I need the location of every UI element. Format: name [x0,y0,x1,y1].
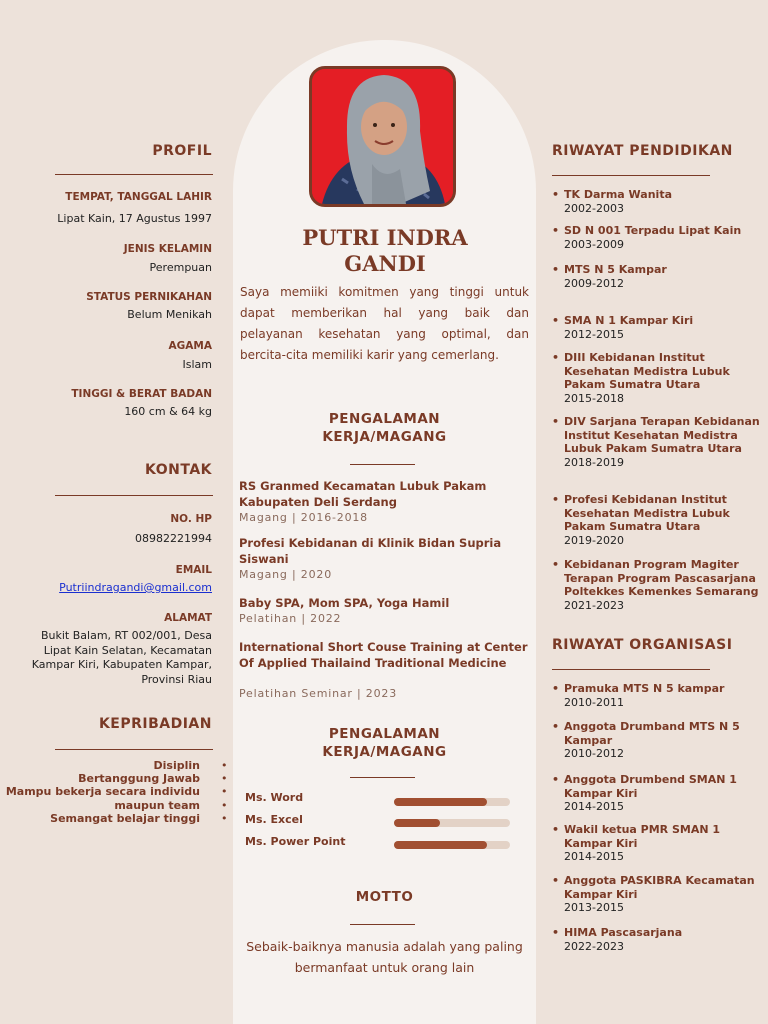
address-label: ALAMAT [164,612,212,624]
education-item: • TK Darma Wanita 2002-2003 [552,188,762,215]
experience-item-sub: Pelatihan | 2022 [239,612,342,625]
height-weight-value: 160 cm & 64 kg [124,405,212,418]
education-year: 2009-2012 [564,276,624,290]
marital-value: Belum Menikah [127,308,212,321]
education-name: SD N 001 Terpadu Lipat Kain [564,224,742,237]
motto-text: Sebaik-baiknya manusia adalah yang paling bermanfaat untuk orang lain [246,939,523,975]
birth-label: TEMPAT, TANGGAL LAHIR [65,191,212,203]
trait-item: Bertanggung Jawab [78,772,200,785]
organization-name: Pramuka MTS N 5 kampar [564,682,725,695]
motto-title: MOTTO [355,889,414,905]
trait-item: Semangat belajar tinggi [50,812,200,825]
height-weight-label: TINGGI & BERAT BADAN [71,388,212,400]
experience-item-title: International Short Couse Training at Center Of Applied Thailaind Traditional Medicine [239,640,528,670]
organization-item: • HIMA Pascasarjana 2022-2023 [552,926,762,953]
skills-divider [350,777,415,778]
education-name: Profesi Kebidanan Institut Kesehatan Medistra Lubuk Pakam Sumatra Utara [564,493,730,533]
education-year: 2003-2009 [564,237,624,251]
education-year: 2015-2018 [564,391,624,405]
skill-label: Ms. Excel [245,813,303,826]
profile-photo [309,66,456,207]
skill-label: Ms. Power Point [245,835,346,848]
title-line: PENGALAMAN [328,726,441,742]
education-item: • SD N 001 Terpadu Lipat Kain 2003-2009 [552,224,762,251]
skill-bar [394,819,510,827]
title-line: KERJA/MAGANG [322,744,447,760]
education-item: • MTS N 5 Kampar 2009-2012 [552,263,762,290]
organisasi-title: RIWAYAT ORGANISASI [552,637,733,653]
skill-bar [394,841,510,849]
education-year: 2021-2023 [564,598,624,612]
phone-value[interactable]: 08982221994 [135,532,212,545]
kepribadian-title: KEPRIBADIAN [98,716,212,732]
organization-name: Anggota Drumband MTS N 5 Kampar [564,720,740,747]
education-year: 2012-2015 [564,327,624,341]
title-line: KERJA/MAGANG [322,429,447,445]
skill-bar-fill [394,841,487,849]
education-item: • SMA N 1 Kampar Kiri 2012-2015 [552,314,762,341]
bullet-icon: • [221,812,228,825]
birth-value: Lipat Kain, 17 Agustus 1997 [57,212,212,225]
bullet-icon: • [221,772,228,785]
kontak-title: KONTAK [145,462,212,478]
education-name: DIV Sarjana Terapan Kebidanan Institut Kesehatan Medistra Lubuk Pakam Sumatra Utara [564,415,760,455]
experience-item-sub: Pelatihan Seminar | 2023 [239,687,398,700]
trait-item: Disiplin [153,759,200,772]
organization-name: Wakil ketua PMR SMAN 1 Kampar Kiri [564,823,721,850]
address-line: Provinsi Riau [141,672,212,686]
organization-item: • Anggota Drumbend SMAN 1 Kampar Kiri 2014-2015 [552,773,762,814]
pendidikan-title: RIWAYAT PENDIDIKAN [552,143,733,159]
gender-label: JENIS KELAMIN [123,243,212,255]
experience-divider [350,464,415,465]
experience-item-title: RS Granmed Kecamatan Lubuk Pakam Kabupaten Deli Serdang [239,479,487,509]
trait-item: Mampu bekerja secara individu [5,785,200,798]
kepribadian-divider [55,749,213,750]
experience-item-title: Profesi Kebidanan di Klinik Bidan Supria Siswani [239,536,502,566]
profil-divider [55,174,213,175]
email-link[interactable]: Putriindragandi@gmail.com [59,581,212,594]
address-line: Kampar Kiri, Kabupaten Kampar, [31,658,212,671]
motto-divider [350,924,415,925]
phone-label: NO. HP [170,513,212,525]
bullet-icon: • [221,799,228,812]
education-item: • Kebidanan Program Magiter Terapan Program Pascasarjana Poltekkes Kemenkes Semarang 2021-2023 [552,558,762,612]
bullet-icon: • [221,785,228,798]
email-label: EMAIL [175,564,212,576]
organization-year: 2022-2023 [564,939,624,953]
person-illustration [312,69,453,204]
profil-title: PROFIL [152,143,212,159]
summary-text: Saya memiiki komitmen yang tinggi untuk dapat memberikan hal yang baik dan pelayanan kesehatan yang optimal, dan bercita-cita memiliki karir yang cemerlang. [240,285,529,362]
organization-year: 2010-2012 [564,747,624,760]
organization-item: • Wakil ketua PMR SMAN 1 Kampar Kiri 2014-2015 [552,823,762,864]
skill-bar-fill [394,798,487,806]
education-year: 2019-2020 [564,533,624,547]
education-name: Kebidanan Program Magiter Terapan Program Pascasarjana Poltekkes Kemenkes Semarang [564,558,759,598]
experience-title [240,410,529,446]
pendidikan-divider [552,175,710,176]
full-name [240,225,530,277]
education-year: 2002-2003 [564,201,624,215]
experience-item-sub: Magang | 2020 [239,568,333,581]
organization-year: 2014-2015 [564,800,624,813]
skill-bar-fill [394,819,440,827]
education-name: DIII Kebidanan Institut Kesehatan Medistra Lubuk Pakam Sumatra Utara [564,351,730,391]
address-value [32,629,212,687]
skill-bar [394,798,510,806]
religion-label: AGAMA [168,340,212,352]
organization-name: HIMA Pascasarjana [564,926,683,939]
religion-value: Islam [182,358,212,371]
organization-item: • Anggota PASKIBRA Kecamatan Kampar Kiri 2013-2015 [552,874,762,915]
organization-year: 2014-2015 [564,850,624,863]
organization-item: • Anggota Drumband MTS N 5 Kampar 2010-2012 [552,720,762,761]
education-item: • Profesi Kebidanan Institut Kesehatan Medistra Lubuk Pakam Sumatra Utara 2019-2020 [552,493,762,547]
kontak-divider [55,495,213,496]
organization-name: Anggota PASKIBRA Kecamatan Kampar Kiri [564,874,755,901]
education-item: • DIV Sarjana Terapan Kebidanan Institut Kesehatan Medistra Lubuk Pakam Sumatra Utara 2018-2019 [552,415,762,469]
education-name: SMA N 1 Kampar Kiri [564,314,694,327]
organisasi-divider [552,669,710,670]
organization-item: • Pramuka MTS N 5 kampar 2010-2011 [552,682,762,709]
education-year: 2018-2019 [564,455,624,469]
marital-label: STATUS PERNIKAHAN [86,291,212,303]
skills-title [240,725,529,761]
organization-year: 2010-2011 [564,695,624,709]
organization-name: Anggota Drumbend SMAN 1 Kampar Kiri [564,773,737,800]
skill-label: Ms. Word [245,791,304,804]
gender-value: Perempuan [149,261,212,274]
name-line: PUTRI INDRA [302,225,468,250]
education-item: • DIII Kebidanan Institut Kesehatan Medistra Lubuk Pakam Sumatra Utara 2015-2018 [552,351,762,405]
education-name: MTS N 5 Kampar [564,263,667,276]
experience-item-title: Baby SPA, Mom SPA, Yoga Hamil [239,596,450,610]
trait-item: maupun team [114,799,200,812]
address-line: Lipat Kain Selatan, Kecamatan [43,643,212,657]
name-line: GANDI [344,251,426,276]
address-line: Bukit Balam, RT 002/001, Desa [40,629,212,642]
bullet-icon: • [221,759,228,772]
title-line: PENGALAMAN [328,411,441,427]
organization-year: 2013-2015 [564,901,624,914]
education-name: TK Darma Wanita [564,188,672,201]
experience-item-sub: Magang | 2016-2018 [239,511,368,524]
